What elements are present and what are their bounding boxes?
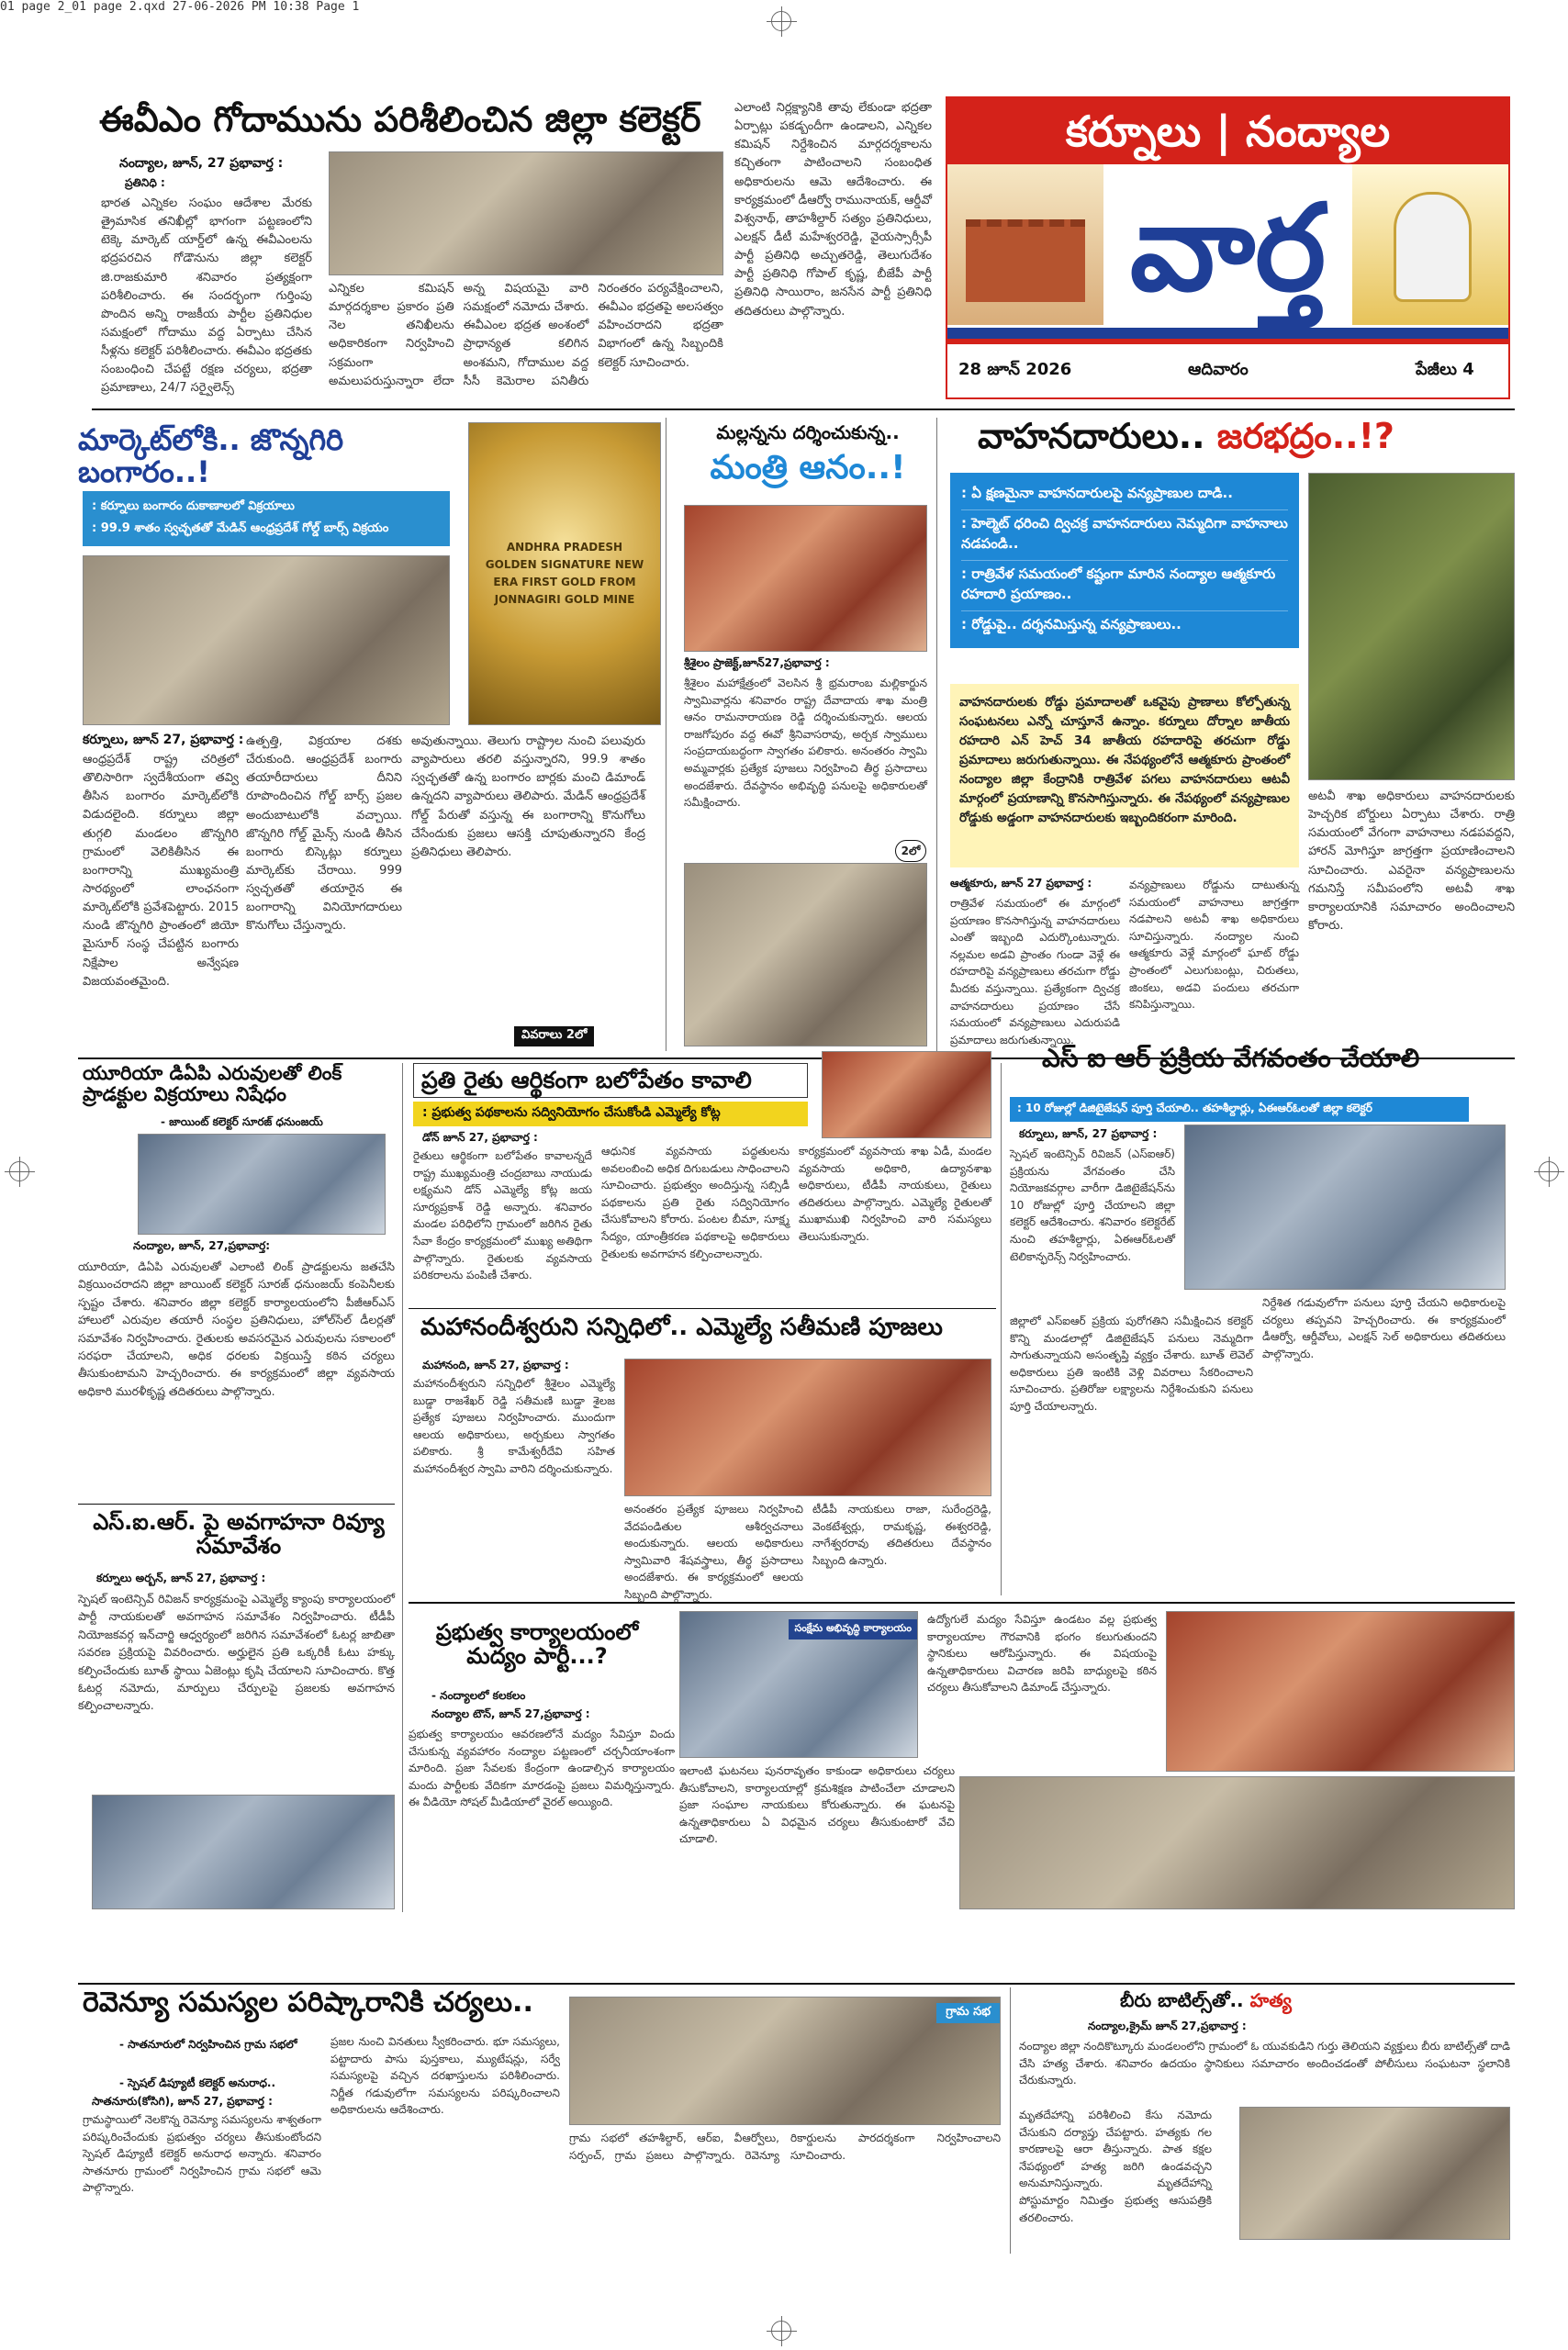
file-slug: 01 page 2_01 page 2.qxd 27-06-2026 PM 10:38 Page 1 [0, 0, 360, 14]
gold-headline-wrapper [78, 424, 445, 488]
mahanandi-headline: మహానందీశ్వరుని సన్నిధిలో.. ఎమ్మెల్యే సతీమణి పూజలు [420, 1314, 943, 1341]
vahana-wildlife-photo [1308, 473, 1515, 780]
sir-speed-body-col2: జిల్లాలో ఎస్ఐఆర్ ప్రక్రియ పురోగతిని సమీక్షించిన కలెక్టర్ కొన్ని మండలాల్లో డిజిటైజేషన్ పనులు నెమ్మదిగా సాగుతున్నాయని అసంతృప్తి వ్యక్తం చేశారు. బూత్ లెవెల్ అధికారులు ప్రతి ఇంటికి వెళ్లి వివరాలు సేకరించాలని సూచించారు. ప్రతిరోజు లక్ష్యాలను నిర్దేశించుకుని పనులు పూర్తి చేయాలన్నారు. [1010, 1315, 1253, 1413]
gold-bar-inscription: ANDHRA PRADESH GOLDEN SIGNATURE NEW ERA FIRST GOLD FROM JONNAGIRI GOLD MINE [485, 540, 644, 607]
registration-mark-left [9, 1161, 29, 1181]
madyam-headline: ప్రభుత్వ కార్యాలయంలో మద్యం పార్టీ...? [435, 1619, 639, 1670]
evm-photo [329, 151, 723, 275]
vahana-point-1: : ఏ క్షణమైనా వాహనదారులపై వన్యప్రాణుల దాడి.. [961, 480, 1288, 510]
revenue-board-text: గ్రామ సభ [936, 2003, 1000, 2023]
madyam-body-col1: ప్రభుత్వ కార్యాలయం ఆవరణలోనే మద్యం సేవిస్తూ విందు చేసుకున్న వ్యవహారం నంద్యాల పట్టణంలో చర్చనీయాంశంగా మారింది. ప్రజా సేవలకు కేంద్రంగా ఉండాల్సిన కార్యాలయం మందు పార్టీలకు వేదికగా మారడంపై ప్రజలు విమర్శిస్తున్నారు. ఈ వీడియో సోషల్ మీడియాలో వైరల్ అయ్యింది. [409, 1728, 675, 1809]
raithu-body-col1: రైతులు ఆర్థికంగా బలోపేతం కావాలన్నదే రాష్ట్ర ముఖ్యమంత్రి చంద్రబాబు నాయుడు లక్ష్యమని డోన్ ఎమ్మెల్యే కోట్ల జయ సూర్యప్రకాశ్ రెడ్డి అన్నారు. శనివారం మండల పరిధిలోని గ్రామంలో జరిగిన రైతు సేవా కేంద్రం కార్యక్రమంలో ముఖ్య అతిథిగా పాల్గొన్నారు. రైతులకు వ్యవసాయ పరికరాలను పంపిణీ చేశారు. [413, 1149, 592, 1282]
raithu-tab: : ప్రభుత్వ పథకాలను సద్వినియోగం చేసుకోండి ఎమ్మెల్యే కోట్ల [413, 1102, 808, 1126]
revenue-body-col2: ప్రజల నుంచి వినతులు స్వీకరించారు. భూ సమస్యలు, పట్టాదారు పాసు పుస్తకాలు, మ్యుటేషన్లు, సర్వే సమస్యలపై వచ్చిన దరఖాస్తులను పరిశీలించారు. నిర్ణీత గడువులోగా సమస్యలను పరిష్కరించాలని అధికారులను ఆదేశించారు. [330, 2035, 560, 2117]
madyam-party-photo-1 [1166, 1611, 1515, 1772]
mantri-body: శ్రీశైలం మహాక్షేత్రంలో వెలసిన శ్రీ భ్రమరాంబ మల్లికార్జున స్వామివార్లను శనివారం రాష్ట్ర దేవాదాయ శాఖ మంత్రి ఆనం రామనారాయణ రెడ్డి దర్శించుకున్నారు. ఆలయ రాజగోపురం వద్ద ఈవో శ్రీనివాసరావు, అర్చక స్వాములు సంప్రదాయబద్ధంగా స్వాగతం పలికారు. అనంతరం స్వామి అమ్మవార్లకు ప్రత్యేక పూజలు నిర్వహించి తీర్థ ప్రసాదాలు అందజేశారు. దేవస్థానం అభివృద్ధి పనులపై అధికారులతో సమీక్షించారు. [684, 677, 927, 810]
sir-speed-photo [1184, 1125, 1506, 1290]
beer-byline: నంద్యాల,క్రైమ్ జూన్ 27,ప్రభావార్త : [1088, 2020, 1247, 2032]
nandi-illustration [1352, 164, 1508, 325]
madyam-board-text: సంక్షేమ అభివృద్ధి కార్యాలయం [789, 1619, 917, 1639]
revenue-headline: రెవెన్యూ సమస్యల పరిష్కారానికి చర్యలు.. [83, 1986, 533, 2019]
mahanandi-byline: మహానంది, జూన్ 27, ప్రభావార్త : [422, 1359, 569, 1371]
evm-body-col3: ఎలాంటి నిర్లక్ష్యానికి తావు లేకుండా భద్రతా ఏర్పాట్లు పకడ్బందీగా ఉండాలని, ఎన్నికల కమిషన్ నిర్దేశించిన మార్గదర్శకాలను కచ్చితంగా పాటించాలని సంబంధిత అధికారులను ఆమె ఆదేశించారు. ఈ కార్యక్రమంలో డీఆర్వో రామునాయక్, ఆర్డీవో విశ్వనాథ్, తాహశీల్దార్ సత్యం ప్రతినిధులు, ఎలక్షన్ డీటీ మహేశ్వరరెడ్డి, వైయస్సార్సీపీ పార్టీ ప్రతినిధి అచ్చుతరెడ్డి, తెలుగుదేశం పార్టీ ప్రతినిధి గోపాల్ కృష్ణ, బీజేపీ పార్టీ ప్రతినిధి సాయిరాం, జనసేన పార్టీ ప్రతినిధి తదితరులు పాల్గొన్నారు. [734, 101, 932, 319]
vahana-byline: ఆత్మకూరు, జూన్ 27 ప్రభావార్త : [950, 877, 1092, 890]
sir-speed-headline: ఎస్ ఐ ఆర్ ప్రక్రియ వేగవంతం చేయాలి [1042, 1043, 1420, 1073]
vahana-intro: వాహనదారులకు రోడ్డు ప్రమాదాలతో ఒకవైపు ప్రాణాలు కోల్పోతున్న సంఘటనలు ఎన్నో చూస్తూనే ఉన్నాం. కర్నూలు దోర్నాల జాతీయ రహదారి ఎన్ హెచ్ 34 జాతీయ రహదారిపై తరచుగా రోడ్డు ప్రమాదాలు జరుగుతున్నాయి. ఈ నేపథ్యంలోనే ఆత్మకూరు ప్రాంతంలో నంద్యాల జిల్లా కేంద్రానికి రాత్రివేళ పగలు వాహనదారులు ఆటవీ మార్గంలో ప్రయాణాన్ని కొనసాగిస్తున్నారు. ఈ నేపథ్యంలో వన్యప్రాణుల రోడ్డుకు అడ్డంగా వాహనదారులకు ఇబ్బందికరంగా మారింది. [950, 684, 1299, 867]
madyam-sub: - నంద్యాలలో కలకలం [431, 1689, 526, 1702]
sir-speed-body-col3: నిర్దేశిత గడువులోగా పనులు పూర్తి చేయని అధికారులపై చర్యలు తప్పవని హెచ్చరించారు. ఈ కార్యక్రమంలో డీఆర్వో, ఆర్డీవోలు, ఎలక్షన్ సెల్ అధికారులు తదితరులు పాల్గొన్నారు. [1262, 1296, 1506, 1360]
revenue-photo [569, 1997, 1001, 2125]
gold-body-col3: అవుతున్నాయి. తెలుగు రాష్ట్రాల నుంచి పలువురు వ్యాపారులు తరలి వస్తున్నారని, 99.9 శాతం స్వచ్ఛతతో ఉన్న బంగారం బార్లకు మంచి డిమాండ్ ఉన్నదని వ్యాపారులు తెలిపారు. మేడిన్ ఆంధ్రప్రదేశ్ గోల్డ్ పేరుతో వస్తున్న ఈ బంగారాన్ని కొనుగోలు చేసేందుకు ప్రజలు ఆసక్తి చూపుతున్నారని కేంద్ర ప్రతినిధులు తెలిపారు. [411, 734, 645, 859]
mantri-headline: మంత్రి ఆనం..! [710, 449, 906, 487]
yuria-photo [138, 1134, 386, 1235]
gold-more-link[interactable] [514, 1026, 594, 1046]
sir-review-photo [92, 1795, 395, 1909]
raithu-photo [822, 1051, 991, 1138]
gold-body-col2: ఉత్పత్తి, విక్రయాల దశకు చేరుకుంది. ఆంధ్రప్రదేశ్ బంగారు తయారీదారులు దీనిని రూపొందించిన గోల్డ్ బార్స్ ప్రజల అందుబాటులోకి వచ్చాయి. జొన్నగిరి గోల్డ్ మైన్స్ నుండి తీసిన బంగారు బిస్కెట్లు కర్నూలు మార్కెట్‌కు చేరాయి. 999 స్వచ్ఛతతో తయారైన ఈ బంగారాన్ని వినియోగదారులు కొనుగోలు చేస్తున్నారు. [246, 734, 402, 934]
sir-review-headline: ఎస్.ఐ.ఆర్. పై అవగాహనా రివ్యూ సమావేశం [93, 1509, 385, 1560]
madyam-body-col3: ఇలాంటి ఘటనలు పునరావృతం కాకుండా అధికారులు చర్యలు తీసుకోవాలని, కార్యాలయాల్లో క్రమశిక్షణ పాటించేలా చూడాలని ప్రజా సంఘాల నాయకులు కోరుతున్నారు. ఈ ఘటనపై ఉన్నతాధికారులు ఏ విధమైన చర్యలు తీసుకుంటారో వేచి చూడాలి. [679, 1764, 955, 1846]
revenue-sub-1: - సాతనూరులో నిర్వహించిన గ్రామ సభలో [119, 2038, 297, 2051]
revenue-sub-2: - స్పెషల్ డిప్యూటీ కలెక్టర్ అనురాధ.. [119, 2076, 276, 2089]
yuria-sub: - జాయింట్ కలెక్టర్ సూరజ్ ధనుంజయ్ [161, 1115, 323, 1128]
evm-body-col1: భారత ఎన్నికల సంఘం ఆదేశాల మేరకు త్రైమాసిక తనిఖీల్లో భాగంగా పట్టణంలోని టెక్కె మార్కెట్ యార్డ్‌లో ఉన్న ఈవీఎంలను భద్రపరచిన గోడౌనును జిల్లా కలెక్టర్ జి.రాజకుమారి శనివారం ప్రత్యక్షంగా పరిశీలించారు. ఈ సందర్భంగా గుర్తింపు పొందిన అన్ని రాజకీయ పార్టీల ప్రతినిధుల సమక్షంలో గోదాము వద్ద ఏర్పాటు చేసిన సీళ్లను కలెక్టర్ పరిశీలించారు. ఈవీఎం భద్రతకు సంబంధించి చేపట్టే రక్షణ చర్యలు, భద్రతా ప్రమాణాలు, 24/7 సర్వైలెన్స్ [101, 196, 312, 396]
mantri-byline: శ్రీశైలం ప్రాజెక్ట్,జూన్27,ప్రభావార్త : [684, 656, 830, 669]
gold-tab-2: : 99.9 శాతం స్వచ్ఛతతో మేడిన్ ఆంధ్రప్రదేశ్ గోల్డ్ బార్స్ విక్రయం [92, 521, 389, 535]
beer-body-col1: నంద్యాల జిల్లా నందికొట్కూరు మండలంలోని గ్రామంలో ఓ యువకుడిని గుర్తు తెలియని వ్యక్తులు బీరు బాటిల్స్‌తో దాడి చేసి హత్య చేశారు. శనివారం ఉదయం స్థానికులు సమాచారం అందించడంతో పోలీసులు సంఘటనా స్థలానికి చేరుకున్నారు. [1019, 2040, 1510, 2087]
beer-headline [1120, 1990, 1506, 2010]
gold-more-text: వివరాలు 2లో [521, 1028, 588, 1042]
sir-speed-body-col1: స్పెషల్ ఇంటెన్సివ్ రివిజన్ (ఎస్ఐఆర్) ప్రక్రియను వేగవంతం చేసి నియోజకవర్గాల వారీగా డిజిటైజేషన్‌ను 10 రోజుల్లో పూర్తి చేయాలని జిల్లా కలెక్టర్ ఆదేశించారు. శనివారం కలెక్టరేట్ నుంచి తహశీల్దార్లు, ఏఈఆర్‌ఓలతో టెలికాన్ఫరెన్స్ నిర్వహించారు. [1010, 1147, 1175, 1263]
registration-mark-top [771, 11, 791, 31]
revenue-byline: సాతనూరు(కోసిగి), జూన్ 27, ప్రభావార్త : [92, 2095, 273, 2108]
vahana-point-4: : రోడ్డుపై.. దర్శనమిస్తున్న వన్యప్రాణులు.. [961, 616, 1182, 632]
gold-headline: మార్కెట్‌లోకి.. జొన్నగిరి బంగారం..! [78, 422, 344, 490]
masthead [946, 96, 1510, 399]
mantri-more-text: 2లో [901, 845, 921, 857]
mantri-kicker: మల్లన్నను దర్శించుకున్న.. [716, 421, 900, 443]
sir-speed-byline: కర్నూలు, జూన్, 27 ప్రభావార్త : [1019, 1127, 1158, 1140]
issue-date: 28 జూన్ 2026 [958, 360, 1072, 379]
raithu-body-col2: ఆధునిక వ్యవసాయ పద్ధతులను అవలంబించి అధిక దిగుబడులు సాధించాలని సూచించారు. ప్రభుత్వం అందిస్తున్న సబ్సిడీ పథకాలను ప్రతి రైతు సద్వినియోగం చేసుకోవాలని కోరారు. పంటల బీమా, సూక్ష్మ సేద్యం, యాంత్రీకరణ పథకాలపై అధికారులు రైతులకు అవగాహన కల్పించాలన్నారు. [601, 1145, 790, 1260]
mantri-more-link[interactable] [895, 840, 926, 862]
mahanandi-photo [624, 1359, 991, 1496]
registration-mark-right [1539, 1161, 1559, 1181]
raithu-headline: ప్రతి రైతు ఆర్థికంగా బలోపేతం కావాలి [413, 1063, 808, 1098]
vahana-body-col3: అటవీ శాఖ అధికారులు వాహనదారులకు హెచ్చరిక బోర్డులు ఏర్పాటు చేశారు. రాత్రి సమయంలో వేగంగా వాహనాలు నడపవద్దని, హారన్ మోగిస్తూ జాగ్రత్తగా ప్రయాణించాలని సూచించారు. ఎవరైనా వన్యప్రాణులను గమనిస్తే సమీపంలోని అటవీ శాఖ కార్యాలయానికి సమాచారం అందించాలని కోరారు. [1308, 789, 1515, 933]
madyam-office-photo [679, 1611, 918, 1758]
evm-byline: నంద్యాల, జూన్, 27 ప్రభావార్త : [119, 156, 284, 171]
revenue-body-col3: గ్రామ సభలో తహశీల్దార్, ఆర్ఐ, వీఆర్వోలు, సర్పంచ్, గ్రామ ప్రజలు పాల్గొన్నారు. రెవెన్యూ రికార్డులను పారదర్శకంగా నిర్వహించాలని సూచించారు. [569, 2132, 1001, 2162]
beer-headline-b: హత్య [1249, 1989, 1292, 2011]
vahana-headline [978, 418, 1510, 456]
raithu-byline: డోన్ జూన్ 27, ప్రభావార్త : [422, 1131, 538, 1144]
gold-body-col1: ఆంధ్రప్రదేశ్ రాష్ట్ర చరిత్రలో తొలిసారిగా స్వదేశీయంగా తవ్వి తీసిన బంగారం మార్కెట్‌లోకి విడుదలైంది. కర్నూలు జిల్లా తుగ్గలి మండలం జొన్నగిరి గ్రామంలో వెలికితీసిన ఈ బంగారాన్ని ముఖ్యమంత్రి సారథ్యంలో లాంఛనంగా మార్కెట్‌లోకి ప్రవేశపెట్టారు. 2015 నుండి జొన్నగిరి ప్రాంతంలో జియో మైసూర్ సంస్థ చేపట్టిన బంగారు నిక్షేపాల అన్వేషణ విజయవంతమైంది. [83, 753, 239, 989]
beer-headline-a: బీరు బాటిల్స్‌తో.. [1120, 1989, 1244, 2011]
evm-headline: ఈవీఎం గోదామును పరిశీలించిన జిల్లా కలెక్టర్ [99, 99, 701, 140]
yuria-byline: నంద్యాల, జూన్, 27,ప్రభావార్త: [133, 1239, 270, 1252]
yuria-headline: యూరియా డిఏపి ఎరువులతో లింక్ ప్రాడక్టుల విక్రయాలు నిషేధం [83, 1062, 342, 1106]
mantri-photo-1 [684, 505, 927, 652]
revenue-body-col1: గ్రామస్థాయిలో నెలకొన్న రెవెన్యూ సమస్యలను శాశ్వతంగా పరిష్కరించేందుకు ప్రభుత్వం చర్యలు తీసుకుంటోందని స్పెషల్ డిప్యూటీ కలెక్టర్ అనురాధ అన్నారు. శనివారం సాతనూరు గ్రామంలో నిర్వహించిన గ్రామ సభలో ఆమె పాల్గొన్నారు. [83, 2113, 321, 2195]
gold-shop-photo [83, 555, 450, 725]
sir-review-body: స్పెషల్ ఇంటెన్సివ్ రివిజన్ కార్యక్రమంపై ఎమ్మెల్యే క్యాంపు కార్యాలయంలో పార్టీ నాయకులతో అవగాహన సమావేశం నిర్వహించారు. టీడీపీ నియోజకవర్గ ఇన్‌చార్జి ఆధ్వర్యంలో జరిగిన సమావేశంలో ఓటర్ల జాబితా సవరణ ప్రక్రియపై వివరించారు. అర్హులైన ప్రతి ఒక్కరికీ ఓటు హక్కు కల్పించేందుకు బూత్ స్థాయి ఏజెంట్లు కృషి చేయాలని సూచించారు. కొత్త ఓటర్ల నమోదు, మార్పులు చేర్పులపై ప్రజలకు అవగాహన కల్పించాలన్నారు. [78, 1592, 395, 1713]
raithu-body-col3: కార్యక్రమంలో వ్యవసాయ శాఖ ఏడీ, మండల వ్యవసాయ అధికారి, ఉద్యానశాఖ అధికారులు, టీడీపీ నాయకులు, రైతులు తదితరులు పాల్గొన్నారు. ఎమ్మెల్యే రైతులతో ముఖాముఖి నిర్వహించి వారి సమస్యలు తెలుసుకున్నారు. [799, 1145, 991, 1243]
mantri-photo-2 [684, 863, 927, 1046]
vahana-body-col1: రాత్రివేళ సమయంలో ఈ మార్గంలో ప్రయాణం కొనసాగిస్తున్న వాహనదారులు ఎంతో ఇబ్బంది ఎదుర్కొంటున్నారు. నల్లమల అడవి ప్రాంతం గుండా వెళ్లే ఈ రహదారిపై వన్యప్రాణులు తరచుగా రోడ్డు మీదకు వస్తున్నాయి. ప్రత్యేకంగా ద్విచక్ర వాహనదారులు ప్రయాణం చేసే సమయంలో వన్యప్రాణులు ఎదురుపడి ప్రమాదాలు జరుగుతున్నాయి. [950, 897, 1120, 1046]
vahana-body-col2: వన్యప్రాణులు రోడ్డును దాటుతున్న సమయంలో వాహనాలు జాగ్రత్తగా నడపాలని అటవీ శాఖ అధికారులు సూచిస్తున్నారు. నంద్యాల నుంచి ఆత్మకూరు వెళ్లే మార్గంలో ఘాట్ రోడ్డు ప్రాంతంలో ఎలుగుబంట్లు, చిరుతలు, జింకలు, అడవి పందులు తరచుగా కనిపిస్తున్నాయి. [1129, 878, 1299, 1012]
vahana-headline-a: వాహనదారులు.. [978, 416, 1205, 456]
madyam-body-col2: ఉద్యోగులే మద్యం సేవిస్తూ ఉండటం వల్ల ప్రభుత్వ కార్యాలయాల గౌరవానికి భంగం కలుగుతుందని స్థానికులు ఆరోపిస్తున్నారు. ఈ విషయంపై ఉన్నతాధికారులు విచారణ జరిపి బాధ్యులపై కఠిన చర్యలు తీసుకోవాలని డిమాండ్ చేస్తున్నారు. [927, 1613, 1157, 1695]
madyam-party-photo-2 [959, 1776, 1515, 1909]
gold-tab-1: : కర్నూలు బంగారం దుకాణాలలో విక్రయాలు [92, 499, 295, 513]
sir-speed-tab: : 10 రోజుల్లో డిజిటైజేషన్ పూర్తి చేయాలి.. తహశీల్దార్లు, ఏఈఆర్‌ఓలతో జిల్లా కలెక్టర్ [1010, 1097, 1469, 1122]
page-count: పేజీలు 4 [1416, 360, 1474, 379]
vahana-highlights [950, 473, 1299, 648]
yuria-body: యూరియా, డిఏపి ఎరువులతో ఎలాంటి లింక్ ప్రాడక్టులను జతచేసి విక్రయించరాదని జిల్లా జాయింట్ కలెక్టర్ సూరజ్ ధనుంజయ్ కంపెనీలకు స్పష్టం చేశారు. శనివారం జిల్లా కలెక్టర్ కార్యాలయంలోని పీజీఆర్ఎస్ హాలులో ఎరువుల తయారీ సంస్థల ప్రతినిధులు, హోల్‌సేల్ డీలర్లతో సమావేశం నిర్వహించారు. రైతులకు అవసరమైన ఎరువులను సకాలంలో సరఫరా చేయాలని, అధిక ధరలకు విక్రయిస్తే కఠిన చర్యలు తీసుకుంటామని హెచ్చరించారు. ఈ కార్యక్రమంలో జిల్లా వ్యవసాయ అధికారి మురళీకృష్ణ తదితరులు పాల్గొన్నారు. [78, 1259, 395, 1398]
gold-bar-photo [468, 422, 661, 725]
mahanandi-body-col3: టీడీపీ నాయకులు రాజా, సురేంద్రరెడ్డి, వెంకటేశ్వర్లు, రామకృష్ణ, ఈశ్వరరెడ్డి, నాగేశ్వరరావు తదితరులు దేవస్థానం సిబ్బంది ఉన్నారు. [812, 1503, 991, 1567]
vahana-point-3: : రాత్రివేళ సమయంలో కష్టంగా మారిన నంద్యాల ఆత్మకూరు రహదారి ప్రయాణం.. [961, 561, 1288, 611]
sir-review-byline: కర్నూలు అర్బన్, జూన్ 27, ప్రభావార్త : [96, 1572, 266, 1584]
gold-highlights [83, 491, 450, 546]
masthead-regions: కర్నూలు | నంద్యాల [947, 98, 1508, 164]
beer-body-col2: మృతదేహాన్ని పరిశీలించి కేసు నమోదు చేసుకుని దర్యాప్తు చేపట్టారు. హత్యకు గల కారణాలపై ఆరా తీస్తున్నారు. పాత కక్షల నేపథ్యంలో హత్య జరిగి ఉండవచ్చని అనుమానిస్తున్నారు. మృతదేహాన్ని పోస్టుమార్టం నిమిత్తం ప్రభుత్వ ఆసుపత్రికి తరలించారు. [1019, 2109, 1212, 2224]
masthead-title: వార్త [1129, 177, 1327, 318]
beer-crime-scene-photo [1239, 2107, 1510, 2240]
madyam-byline: నంద్యాల టౌన్, జూన్ 27,ప్రభావార్త : [431, 1707, 590, 1720]
evm-subline: ప్రతినిధి : [125, 176, 165, 189]
vahana-headline-b: జరభద్రం..!? [1216, 416, 1394, 456]
issue-day: ఆదివారం [1188, 360, 1249, 379]
vahana-point-2: : హెల్మెట్ ధరించి ద్విచక్ర వాహనదారులు నెమ్మదిగా వాహనాలు నడపండి.. [961, 510, 1288, 561]
fort-illustration [947, 164, 1103, 325]
registration-mark-bottom [771, 2321, 791, 2341]
evm-body-col2: ఎన్నికల కమిషన్ మార్గదర్శకాల ప్రకారం ప్రతి నెల తనిఖీలను అధికారికంగా నిర్వహించి సక్రమంగా అమలుపరుస్తున్నారా లేదా అన్న విషయమై వారి సమక్షంలో నమోదు చేశారు. ఈవీఎంల భద్రత అంశంలో ప్రాధాన్యత కలిగిన అంశమని, గోదాముల వద్ద సీసీ కెమెరాల పనితీరు నిరంతరం పర్యవేక్షించాలని, ఈవీఎం భద్రతపై అలసత్వం వహించరాదని భద్రతా విభాగంలో ఉన్న సిబ్బందికి కలెక్టర్ సూచించారు. [329, 282, 723, 388]
mahanandi-body-col2: అనంతరం ప్రత్యేక పూజలు నిర్వహించి వేదపండితుల ఆశీర్వచనాలు అందుకున్నారు. ఆలయ అధికారులు స్వామివారి శేషవస్త్రాలు, తీర్థ ప్రసాదాలు అందజేశారు. ఈ కార్యక్రమంలో ఆలయ సిబ్బంది పాల్గొన్నారు. [624, 1503, 803, 1601]
mahanandi-body-col1: మహానందీశ్వరుని సన్నిధిలో శ్రీశైలం ఎమ్మెల్యే బుడ్డా రాజశేఖర్ రెడ్డి సతీమణి బుడ్డా శైలజ ప్రత్యేక పూజలు నిర్వహించారు. ముందుగా ఆలయ అధికారులు, అర్చకులు స్వాగతం పలికారు. శ్రీ కామేశ్వరీదేవి సహిత మహానందీశ్వర స్వామి వారిని దర్శించుకున్నారు. [413, 1377, 615, 1475]
gold-byline: కర్నూలు, జూన్ 27, ప్రభావార్త : [83, 733, 244, 747]
